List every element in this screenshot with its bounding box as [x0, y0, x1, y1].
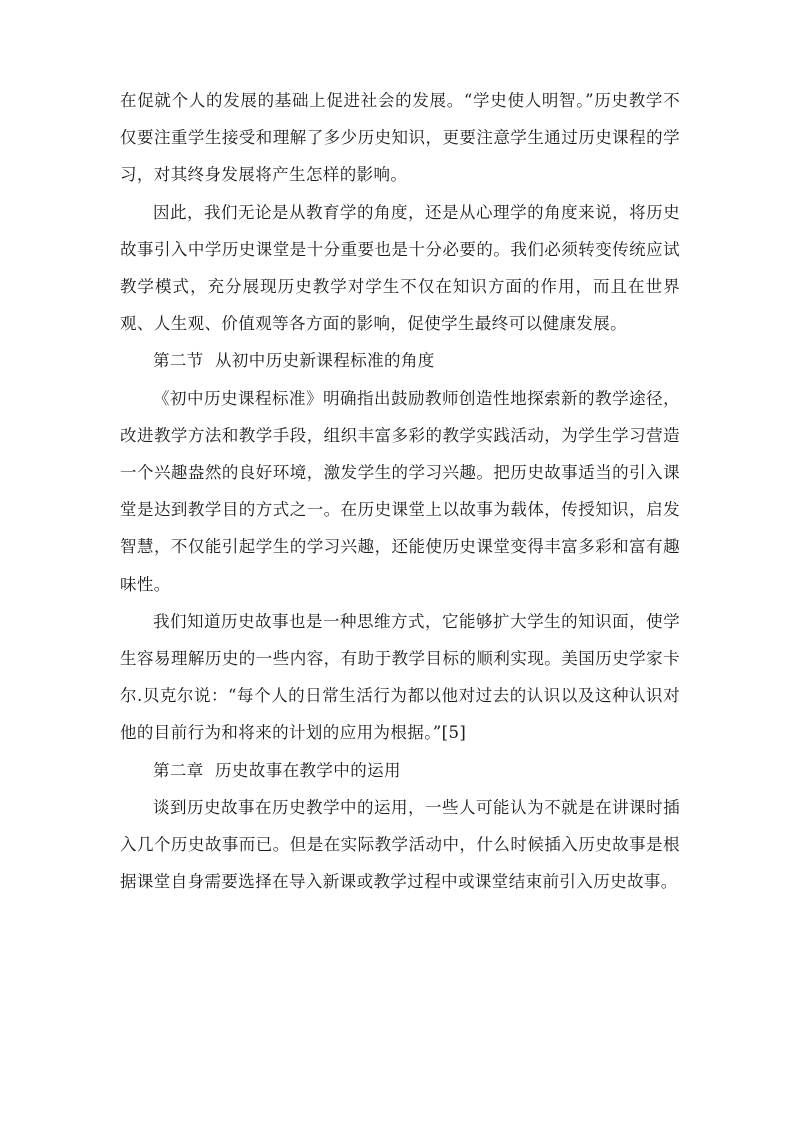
- paragraph-application: 谈到历史故事在历史教学中的运用，一些人可能认为不就是在讲课时插入几个历史故事而已。但是在实际教学活动中，什么时候插入历史故事是根据课堂自身需要选择在导入新课或教学过程中或课堂结束前引入历史故事。: [120, 797, 680, 892]
- chapter-heading-2: 第二章 历史故事在教学中的运用: [153, 760, 401, 780]
- document-body: [120, 82, 680, 900]
- section-heading-2: 第二节 从初中历史新课程标准的角度: [153, 351, 435, 371]
- paragraph-conclusion: 因此，我们无论是从教育学的角度，还是从心理学的角度来说，将历史故事引入中学历史课堂是十分重要也是十分必要的。我们必须转变传统应试教学模式，充分展现历史教学对学生不仅在知识方面的作用，而且在世界观、人生观、价值观等各方面的影响，促使学生最终可以健康发展。: [120, 202, 680, 334]
- paragraph-thinking-mode: 我们知道历史故事也是一种思维方式，它能够扩大学生的知识面，使学生容易理解历史的一些内容，有助于教学目标的顺利实现。美国历史学家卡尔.贝克尔说：“每个人的日常生活行为都以他对过去的认识以及这种认识对他的目前行为和将来的计划的应用为根据。”[5]: [120, 611, 680, 743]
- paragraph-continuation: 在促就个人的发展的基础上促进社会的发展。“学史使人明智。”历史教学不仅要注重学生接受和理解了多少历史知识，更要注意学生通过历史课程的学习，对其终身发展将产生怎样的影响。: [120, 91, 680, 185]
- paragraph-curriculum-standard: 《初中历史课程标准》明确指出鼓励教师创造性地探索新的教学途径，改进教学方法和教学手段，组织丰富多彩的教学实践活动，为学生学习营造一个兴趣盎然的良好环境，激发学生的学习兴趣。把历史故事适当的引入课堂是达到教学目的方式之一。在历史课堂上以故事为载体，传授知识，启发智慧，不仅能引起学生的学习兴趣，还能使历史课堂变得丰富多彩和富有趣味性。: [120, 388, 680, 594]
